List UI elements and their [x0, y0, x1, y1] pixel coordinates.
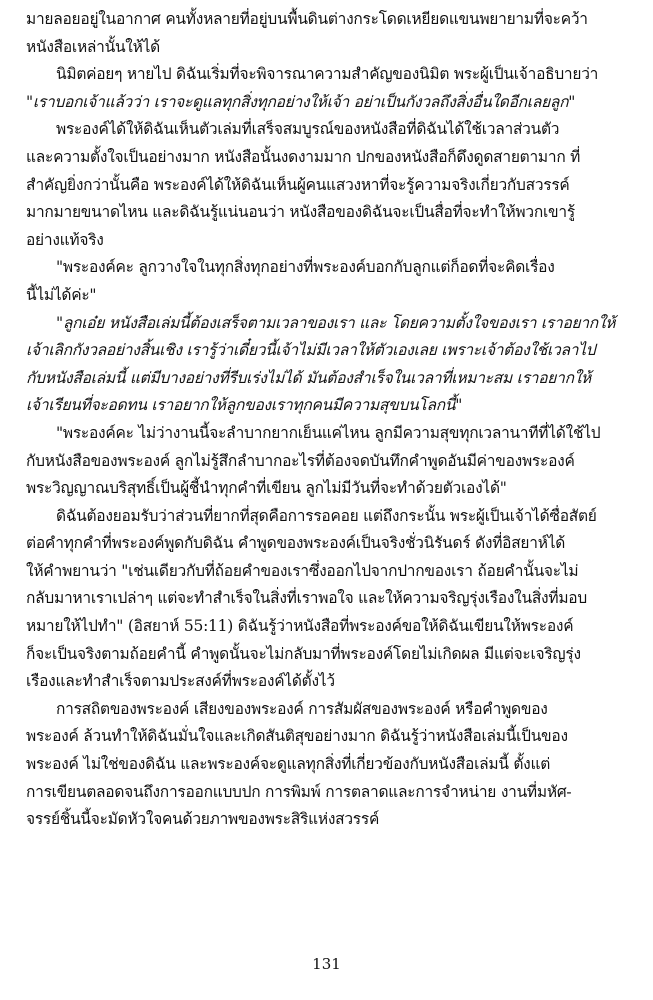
text-line: กับหนังสือของพระองค์ ลูกไม่รู้สึกลำบากอะไรที่ต้องจดบันทึกคำพูดอันมีค่าของพระองค์	[26, 451, 575, 470]
text-line: "เราบอกเจ้าแล้วว่า เราจะดูแลทุกสิ่งทุกอย่างให้เจ้า อย่าเป็นกังวลถึงสิ่งอื่นใดอีกเลยลูก"	[26, 92, 576, 111]
text-line: การสถิตของพระองค์ เสียงของพระองค์ การสัมผัสของพระองค์ หรือคำพูดของ	[56, 699, 548, 718]
text-line: สำคัญยิ่งกว่านั้นคือ พระองค์ได้ให้ดิฉันเห็นผู้คนแสวงหาที่จะรู้ความจริงเกี่ยวกับสวรรค์	[26, 175, 570, 194]
text-line: เรืองและทำสำเร็จตามประสงค์ที่พระองค์ได้ตั้งไว้	[26, 672, 335, 691]
text-line: กลับมาหาเราเปล่าๆ แต่จะทำสำเร็จในสิ่งที่เราพอใจ และให้ความจริญรุ่งเรืองในสิ่งที่มอบ	[26, 589, 587, 608]
text-line: พระวิญญาณบริสุทธิ์เป็นผู้ชี้นำทุกคำที่เขียน ลูกไม่มีวันที่จะทำด้วยตัวเองได้"	[26, 479, 507, 498]
text-line: ก็จะเป็นจริงตามถ้อยคำนี้ คำพูดนั้นจะไม่กลับมาที่พระองค์โดยไม่เกิดผล มีแต่จะเจริญรุ่ง	[26, 644, 581, 663]
text-line: เจ้าเรียนที่จะอดทน เราอยากให้ลูกของเราทุกคนมีความสุขบนโลกนี้"	[26, 396, 463, 415]
text-line: พระองค์ ล้วนทำให้ดิฉันมั่นใจและเกิดสันติสุขอย่างมาก ดิฉันรู้ว่าหนังสือเล่มนี้เป็นของ	[26, 727, 568, 746]
document-body	[26, 6, 640, 966]
text-line: เจ้าเลิกกังวลอย่างสิ้นเชิง เรารู้ว่าเดี๋ยวนี้เจ้าไม่มีเวลาให้ตัวเองเลย เพราะเจ้าต้องใช้เวลาไป	[26, 341, 596, 360]
text-line: "ลูกเอ๋ย หนังสือเล่มนี้ต้องเสร็จตามเวลาของเรา และ โดยความตั้งใจของเรา เราอยากให้	[56, 313, 616, 332]
text-line: พระองค์ได้ให้ดิฉันเห็นตัวเล่มที่เสร็จสมบูรณ์ของหนังสือที่ดิฉันได้ใช้เวลาส่วนตัว	[56, 120, 560, 139]
text-line: จรรย์ชิ้นนี้จะมัดหัวใจคนด้วยภาพของพระสิริแห่งสวรรค์	[26, 810, 380, 829]
text-line: มากมายขนาดไหน และดิฉันรู้แน่นอนว่า หนังสือของดิฉันจะเป็นสื่อที่จะทำให้พวกเขารู้	[26, 203, 575, 222]
text-line: อย่างแท้จริง	[26, 230, 104, 249]
text-line: หมายให้ไปทำ" (อิสยาห์ 55:11) ดิฉันรู้ว่าหนังสือที่พระองค์ขอให้ดิฉันเขียนให้พระองค์	[26, 617, 574, 636]
text-line: นิมิตค่อยๆ หายไป ดิฉันเริ่มที่จะพิจารณาความสำคัญของนิมิต พระผู้เป็นเจ้าอธิบายว่า	[56, 65, 599, 84]
text-line: กับหนังสือเล่มนี้ แต่มีบางอย่างที่รีบเร่งไม่ได้ มันต้องสำเร็จในเวลาที่เหมาะสม เราอยากให้	[26, 368, 591, 387]
page-number: 131	[312, 955, 341, 973]
text-line: ให้คำพยานว่า "เช่นเดียวกับที่ถ้อยคำของเราซึ่งออกไปจากปากของเรา ถ้อยคำนั้นจะไม่	[26, 561, 579, 580]
text-line: พระองค์ ไม่ใช่ของดิฉัน และพระองค์จะดูแลทุกสิ่งที่เกี่ยวข้องกับหนังสือเล่มนี้ ตั้งแต่	[26, 755, 551, 774]
text-line: "พระองค์คะ ลูกวางใจในทุกสิ่งทุกอย่างที่พระองค์บอกกับลูกแต่ก็อดที่จะคิดเรื่อง	[56, 258, 555, 277]
text-line: การเขียนตลอดจนถึงการออกแบบปก การพิมพ์ การตลาดและการจำหน่าย งานที่มหัศ-	[26, 782, 572, 801]
text-line: นี้ไม่ได้ค่ะ"	[26, 285, 97, 304]
text-line: ดิฉันต้องยอมรับว่าส่วนที่ยากที่สุดคือการรอคอย แต่ถึงกระนั้น พระผู้เป็นเจ้าได้ซื่อสัตย์	[56, 506, 597, 525]
text-line: และความตั้งใจเป็นอย่างมาก หนังสือนั้นงดงามมาก ปกของหนังสือก็ดึงดูดสายตามาก ที่	[26, 147, 581, 166]
text-line: หนังสือเหล่านั้นให้ได้	[26, 37, 160, 56]
text-line: ต่อคำทุกคำที่พระองค์พูดกับดิฉัน คำพูดของพระองค์เป็นจริงชั่วนิรันดร์ ดังที่อิสยาห์ได้	[26, 534, 566, 553]
text-line: มายลอยอยู่ในอากาศ คนทั้งหลายที่อยู่บนพื้นดินต่างกระโดดเหยียดแขนพยายามที่จะคว้า	[26, 10, 588, 28]
text-line: "พระองค์คะ ไม่ว่างานนี้จะลำบากยากเย็นแค่ไหน ลูกมีความสุขทุกเวลานาทีที่ได้ใช้ไป	[56, 423, 601, 442]
